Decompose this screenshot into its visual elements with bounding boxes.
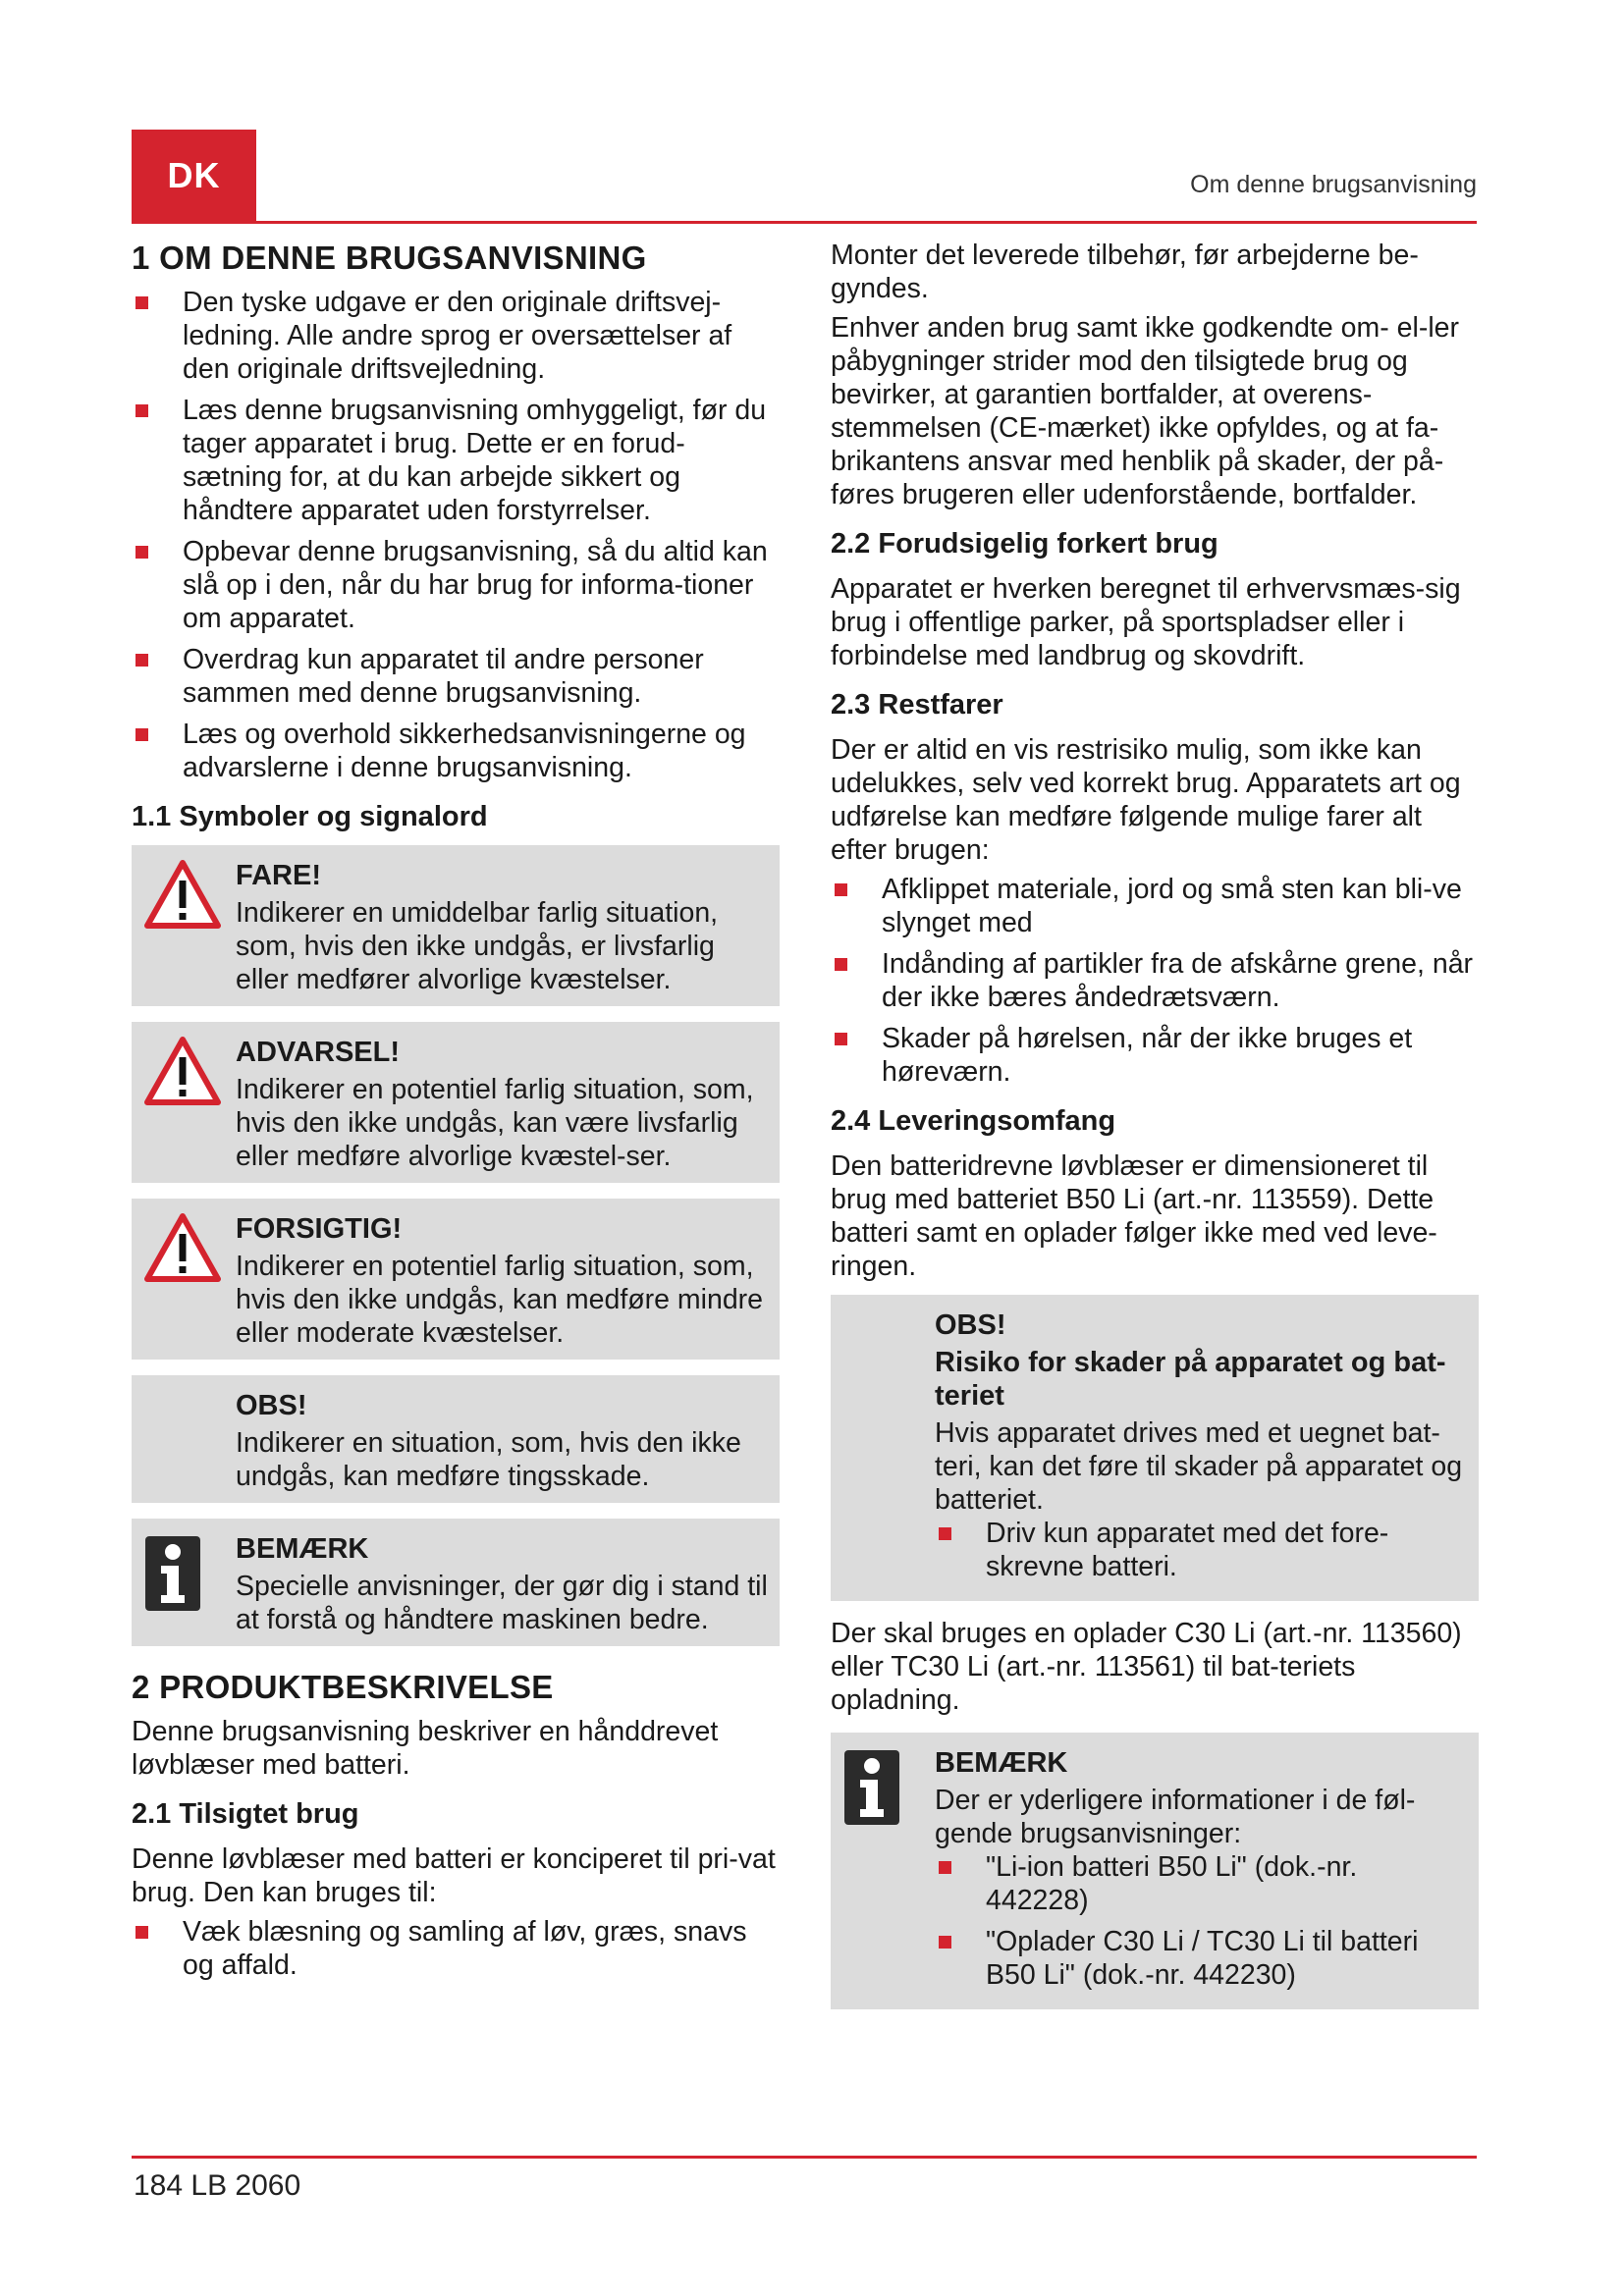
signal-text: Indikerer en potentiel farlig situation, som, hvis den ikke undgås, kan medføre mindre eller moderate kvæstelser. [236, 1251, 764, 1349]
signal-text: Indikerer en potentiel farlig situation, som, hvis den ikke undgås, kan være livsfarlig eller medføre alvorlige kvæstel-ser. [236, 1074, 754, 1172]
heading-2-4: 2.4 Leveringsomfang [831, 1105, 1116, 1137]
signal-title: OBS! [236, 1390, 307, 1421]
list-item: Indånding af partikler fra de afskårne grene, når der ikke bæres åndedrætsværn. [831, 947, 1479, 1014]
list-item: Afklippet materiale, jord og små sten kan bli-ve slynget med [831, 873, 1479, 939]
signal-box-fare [132, 845, 780, 1006]
paragraph: Monter det leverede tilbehør, før arbejderne be-gyndes. [831, 240, 1419, 304]
info-icon [145, 1536, 200, 1611]
paragraph: Denne løvblæser med batteri er konciperet til pri-vat brug. Den kan bruges til: [132, 1843, 776, 1908]
language-tab: DK [132, 130, 256, 222]
list-item: Driv kun apparatet med det fore-skrevne batteri. [935, 1517, 1467, 1583]
notice-subtitle: Risiko for skader på apparatet og bat-teriet [935, 1347, 1446, 1412]
heading-2-2: 2.2 Forudsigelig forkert brug [831, 528, 1218, 560]
list-item: Læs denne brugsanvisning omhyggeligt, før du tager apparatet i brug. Dette er en forud-sætning for, at du kan arbejde sikkert og håndtere apparatet uden forstyrrelser. [132, 394, 780, 527]
signal-box-obs [132, 1375, 780, 1503]
paragraph: Apparatet er hverken beregnet til erhvervsmæs-sig brug i offentlige parker, på sportspladser eller i forbindelse med landbrug og skovdrift. [831, 573, 1461, 671]
note-box [831, 1733, 1479, 2009]
signal-text: Specielle anvisninger, der gør dig i stand til at forstå og håndtere maskinen bedre. [236, 1571, 768, 1635]
hazard-bullet-list [831, 873, 1479, 1089]
notice-title: OBS! [935, 1309, 1006, 1341]
obs-notice-box [831, 1295, 1479, 1601]
list-item: Den tyske udgave er den originale driftsvej-ledning. Alle andre sprog er oversættelser af den originale driftsvejledning. [132, 286, 780, 386]
page-footer: 184 LB 2060 [134, 2169, 301, 2202]
running-header: Om denne brugsanvisning [1190, 171, 1477, 198]
notice-text: Hvis apparatet drives med et uegnet bat-teri, kan det føre til skader på apparatet og batteriet. [935, 1417, 1463, 1516]
signal-text: Indikerer en situation, som, hvis den ikke undgås, kan medføre tingsskade. [236, 1427, 741, 1492]
intro-bullet-list [132, 286, 780, 784]
signal-text: Indikerer en umiddelbar farlig situation, som, hvis den ikke undgås, er livsfarlig eller medfører alvorlige kvæstelser. [236, 897, 719, 995]
warning-triangle-icon [143, 1212, 222, 1283]
header-rule [132, 221, 1477, 224]
signal-box-advarsel [132, 1022, 780, 1183]
list-item: Skader på hørelsen, når der ikke bruges et høreværn. [831, 1022, 1479, 1089]
list-item: Væk blæsning og samling af løv, græs, snavs og affald. [132, 1915, 780, 1982]
list-item: Læs og overhold sikkerhedsanvisningerne og advarslerne i denne brugsanvisning. [132, 718, 780, 784]
notice-bullet-list [935, 1850, 1467, 1992]
warning-triangle-icon [143, 859, 222, 930]
footer-rule [132, 2156, 1477, 2159]
paragraph: Der skal bruges en oplader C30 Li (art.-nr. 113560) eller TC30 Li (art.-nr. 113561) til bat-teriets opladning. [831, 1618, 1462, 1716]
heading-2-1: 2.1 Tilsigtet brug [132, 1798, 359, 1830]
paragraph: Denne brugsanvisning beskriver en hånddrevet løvblæser med batteri. [132, 1716, 719, 1781]
paragraph: Enhver anden brug samt ikke godkendte om- el-ler påbygninger strider mod den tilsigtede brug og bevirker, at garantien bortfalder, at overens-stemmelsen (CE-mærket) ikke opfyldes, og at fa-brikantens ansvar med henblik på skader, der på-føres brugeren eller udenforstående, bortfalder. [831, 312, 1460, 510]
notice-bullet-list [935, 1517, 1467, 1583]
paragraph: Den batteridrevne løvblæser er dimensioneret til brug med batteriet B50 Li (art.-nr. 113559). Dette batteri samt en oplader følger ikke med ved leve-ringen. [831, 1150, 1437, 1282]
list-item: Overdrag kun apparatet til andre personer sammen med denne brugsanvisning. [132, 643, 780, 710]
signal-box-forsigtig [132, 1199, 780, 1360]
notice-text: Der er yderligere informationer i de føl-gende brugsanvisninger: [935, 1785, 1416, 1849]
use-bullet-list [132, 1915, 780, 1982]
list-item: "Li-ion batteri B50 Li" (dok.-nr. 442228) [935, 1850, 1467, 1917]
paragraph: Der er altid en vis restrisiko mulig, som ikke kan udelukkes, selv ved korrekt brug. Apparatets art og udførelse kan medføre følgende mulige farer alt efter brugen: [831, 734, 1461, 866]
list-item: Opbevar denne brugsanvisning, så du altid kan slå op i den, når du har brug for informa-tioner om apparatet. [132, 535, 780, 635]
heading-2: 2 PRODUKTBESKRIVELSE [132, 1669, 554, 1705]
left-column [132, 239, 780, 1990]
signal-box-bemaerk [132, 1519, 780, 1646]
signal-title: FORSIGTIG! [236, 1213, 403, 1245]
signal-title: BEMÆRK [236, 1533, 369, 1565]
heading-1-1: 1.1 Symboler og signalord [132, 801, 488, 832]
right-column [831, 239, 1479, 2025]
notice-title: BEMÆRK [935, 1747, 1068, 1779]
list-item: "Oplader C30 Li / TC30 Li til batteri B50 Li" (dok.-nr. 442230) [935, 1925, 1467, 1992]
signal-title: ADVARSEL! [236, 1037, 401, 1068]
warning-triangle-icon [143, 1036, 222, 1106]
info-icon [844, 1750, 899, 1825]
heading-1: 1 OM DENNE BRUGSANVISNING [132, 240, 647, 276]
heading-2-3: 2.3 Restfarer [831, 689, 1003, 721]
signal-title: FARE! [236, 860, 321, 891]
